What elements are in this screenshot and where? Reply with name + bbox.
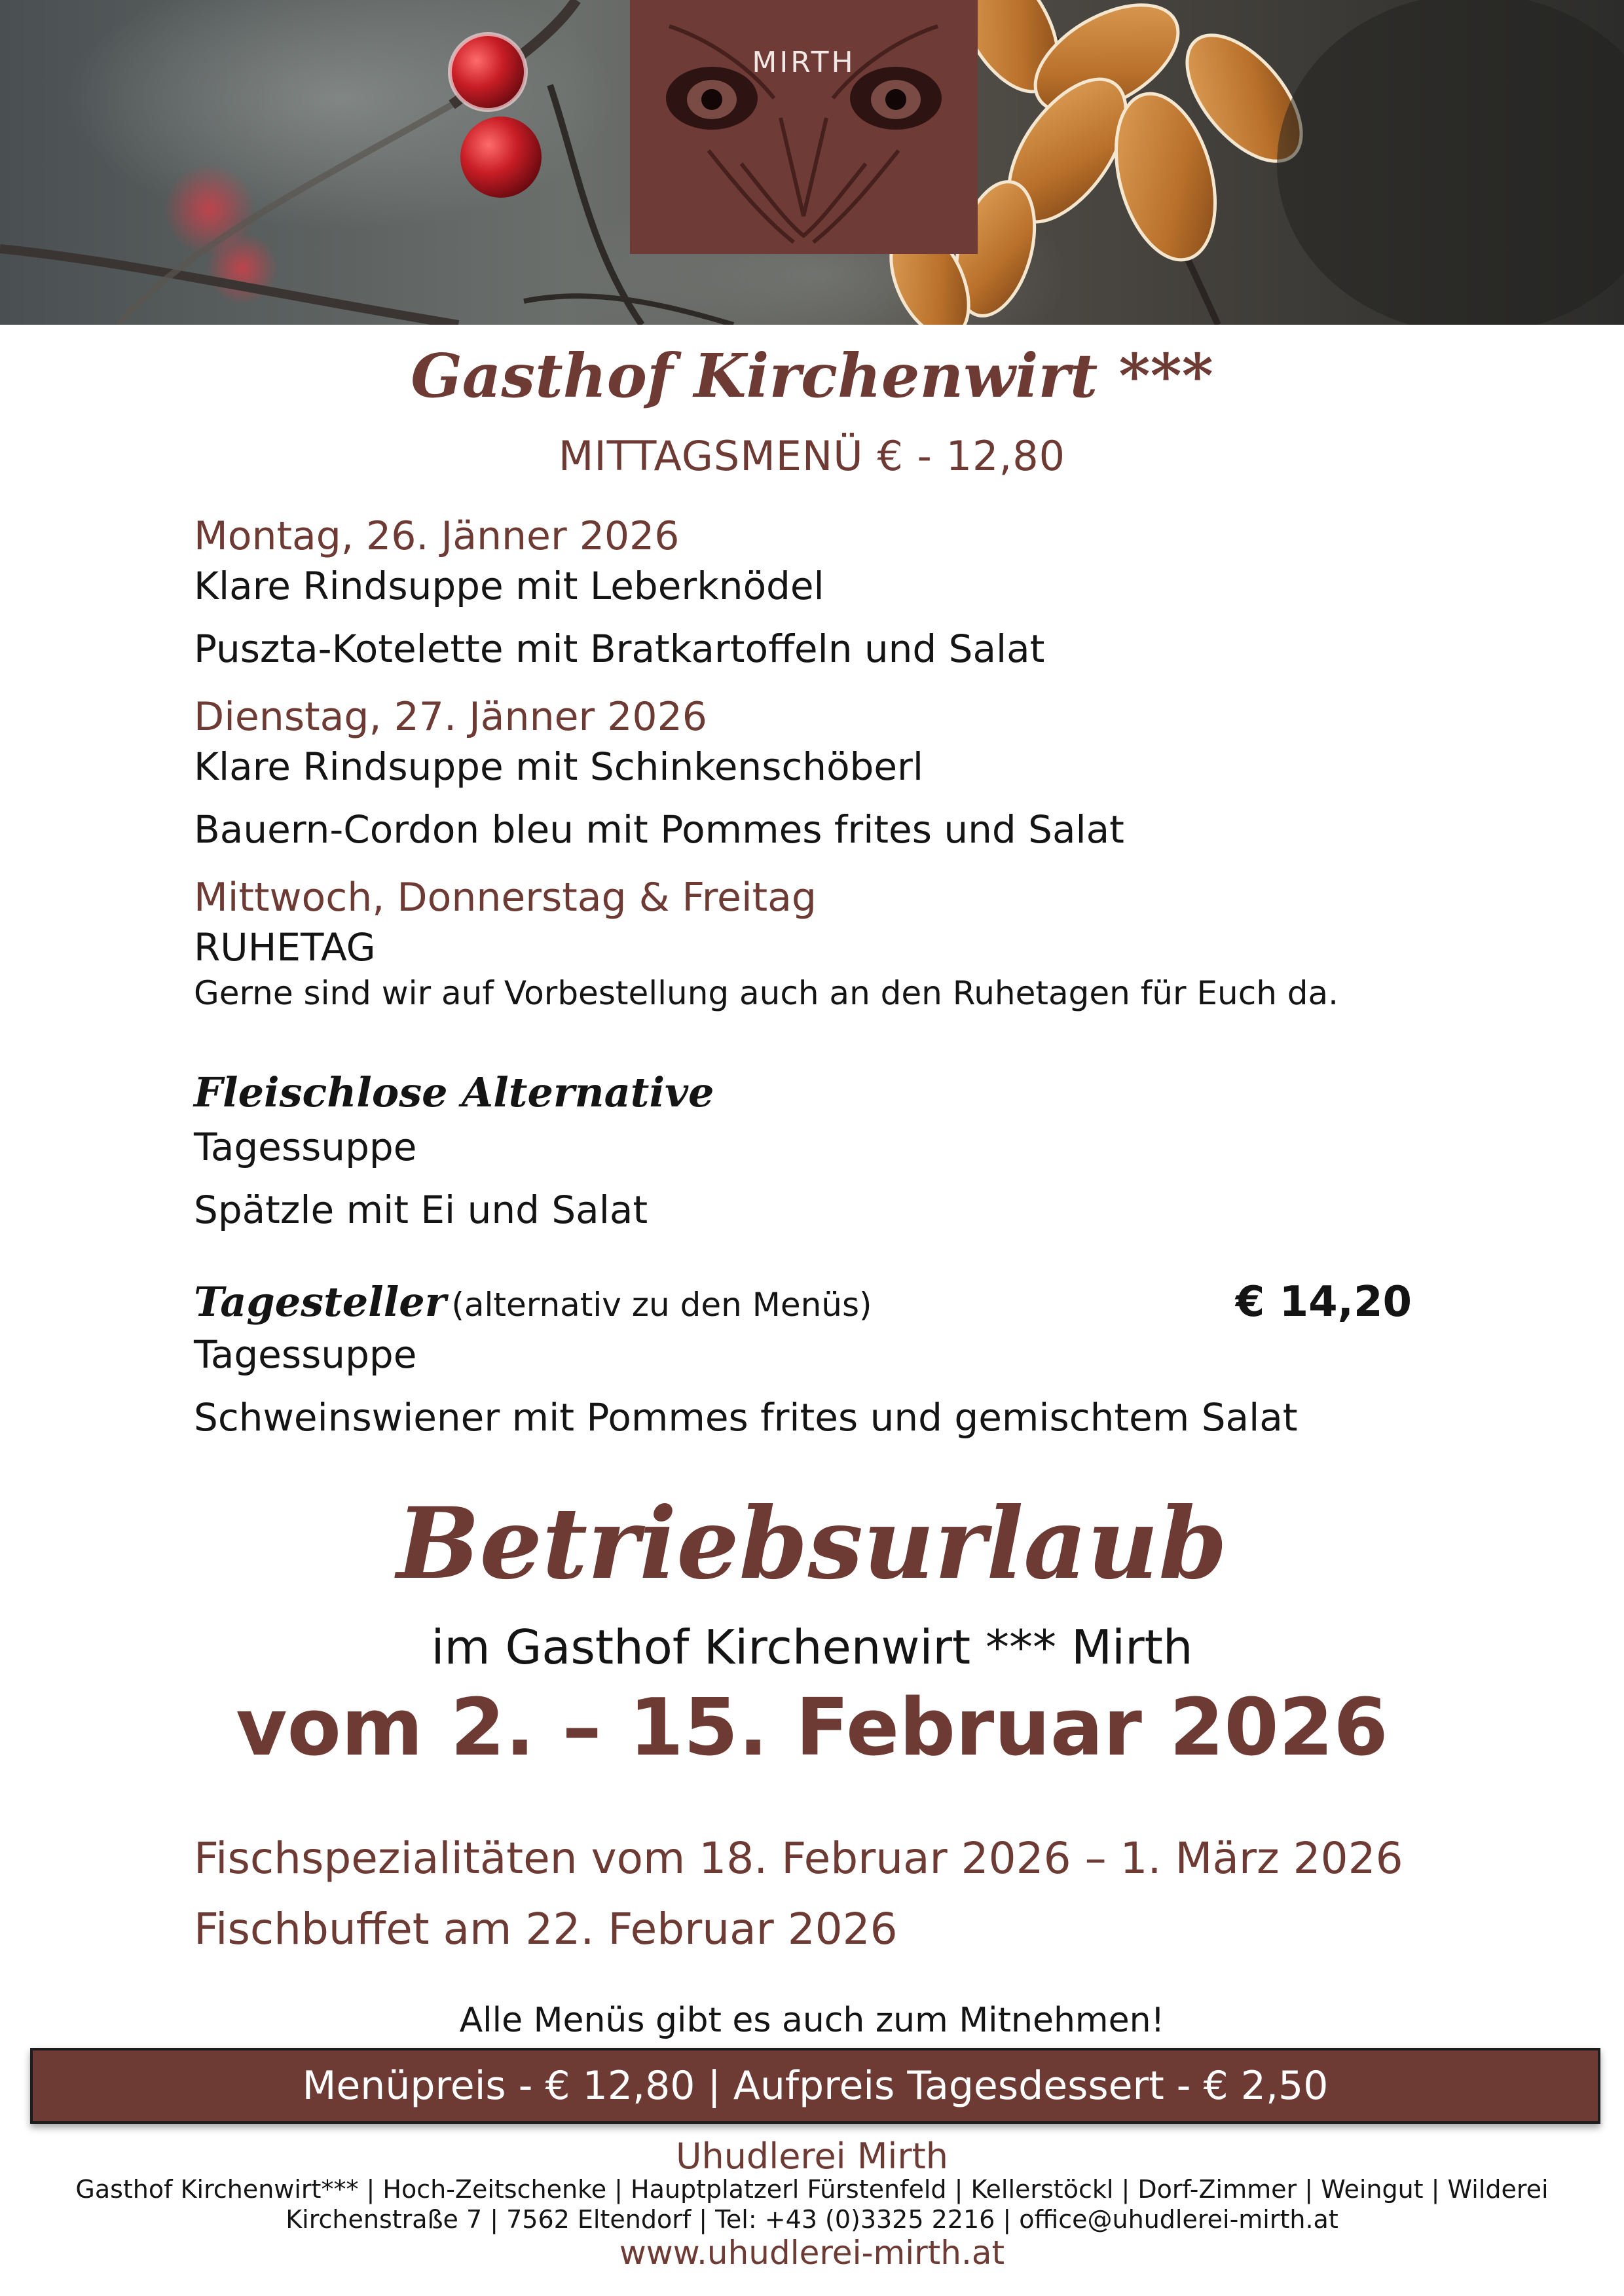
dish: Puszta-Kotelette mit Bratkartoffeln und Salat	[194, 627, 1045, 671]
page-title: Gasthof Kirchenwirt ***	[411, 340, 1213, 411]
vacation-dates: vom 2. – 15. Februar 2026	[236, 1683, 1388, 1774]
vacation-heading: Betriebsurlaub	[396, 1486, 1228, 1601]
header-photo	[0, 0, 1624, 325]
footer-website-link[interactable]: www.uhudlerei-mirth.at	[619, 2234, 1005, 2272]
dish: Tagessuppe	[194, 1332, 417, 1377]
footer-venues: Gasthof Kirchenwirt*** | Hoch-Zeitschenke | Hauptplatzerl Fürstenfeld | Kellerstöckl | Dorf-Zimmer | Weingut | Wilderei	[75, 2175, 1549, 2204]
takeaway-note: Alle Menüs gibt es auch zum Mitnehmen!	[459, 2001, 1165, 2040]
vacation-subheading: im Gasthof Kirchenwirt *** Mirth	[431, 1620, 1193, 1675]
rest-days-label: Mittwoch, Donnerstag & Freitag	[194, 875, 817, 920]
dish: Tagessuppe	[194, 1125, 417, 1169]
dish: Bauern-Cordon bleu mit Pommes frites und Salat	[194, 807, 1124, 852]
tagesteller-heading: Tagesteller	[194, 1278, 447, 1326]
dish: Spätzle mit Ei und Salat	[194, 1188, 648, 1232]
footer-contact: Kirchenstraße 7 | 7562 Eltendorf | Tel: +43 (0)3325 2216 | office@uhudlerei-mirth.at	[286, 2205, 1338, 2234]
dish: Klare Rindsuppe mit Schinkenschöberl	[194, 744, 924, 789]
event-fish-specialties: Fischspezialitäten vom 18. Februar 2026 – 1. März 2026	[194, 1833, 1403, 1884]
meatless-heading: Fleischlose Alternative	[194, 1068, 714, 1116]
logo	[630, 0, 978, 254]
day-label: Dienstag, 27. Jänner 2026	[194, 694, 707, 740]
daily-menu	[194, 511, 1438, 1015]
dish: Schweinswiener mit Pommes frites und gemischtem Salat	[194, 1395, 1298, 1440]
logo-text: MIRTH	[752, 46, 856, 79]
meatless-section	[194, 1068, 1438, 1234]
dish: Klare Rindsuppe mit Leberknödel	[194, 564, 824, 608]
rest-day-note: Gerne sind wir auf Vorbestellung auch an den Ruhetagen für Euch da.	[194, 974, 1339, 1012]
tagesteller-price: € 14,20	[1235, 1278, 1412, 1326]
day-label: Montag, 26. Jänner 2026	[194, 513, 680, 559]
menu-price-subtitle: MITTAGSMENÜ € - 12,80	[558, 432, 1066, 480]
owl-face-icon	[630, 0, 978, 254]
price-bar: Menüpreis - € 12,80 | Aufpreis Tagesdessert - € 2,50	[30, 2048, 1600, 2124]
footer-business-name: Uhudlerei Mirth	[675, 2136, 949, 2177]
rest-day-title: RUHETAG	[194, 925, 376, 970]
tagesteller-note: (alternativ zu den Menüs)	[451, 1286, 872, 1324]
tagesteller-section	[194, 1278, 1438, 1442]
event-fish-buffet: Fischbuffet am 22. Februar 2026	[194, 1904, 898, 1954]
